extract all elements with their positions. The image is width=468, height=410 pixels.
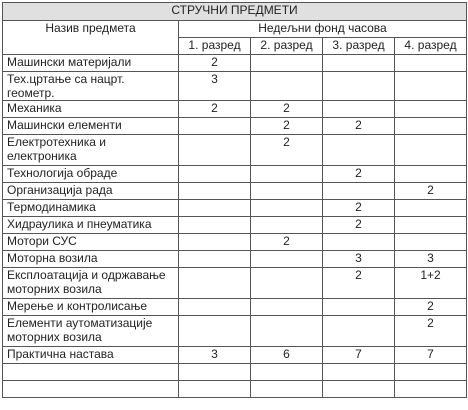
grade-4-hours bbox=[395, 200, 467, 217]
grade-4-hours bbox=[395, 72, 467, 101]
grade-3-hours: 3 bbox=[323, 251, 395, 268]
grade-4-hours bbox=[395, 217, 467, 234]
empty-cell bbox=[3, 364, 179, 381]
grade-2-hours bbox=[251, 299, 323, 316]
table-row bbox=[3, 72, 467, 101]
grade-2-hours bbox=[251, 316, 323, 347]
empty-row bbox=[3, 381, 467, 398]
header-row bbox=[3, 21, 467, 38]
table-row bbox=[3, 166, 467, 183]
grade-4-hours: 2 bbox=[395, 183, 467, 200]
subject-name: Термодинамика bbox=[3, 200, 179, 217]
grade-4-hours: 7 bbox=[395, 347, 467, 364]
grade-1-hours bbox=[179, 234, 251, 251]
grade-4-hours: 1+2 bbox=[395, 268, 467, 299]
table-row bbox=[3, 183, 467, 200]
grade-1-hours bbox=[179, 268, 251, 299]
table-row bbox=[3, 101, 467, 118]
table-row bbox=[3, 55, 467, 72]
table-row bbox=[3, 316, 467, 347]
empty-cell bbox=[323, 364, 395, 381]
table-title-row bbox=[3, 3, 467, 21]
grade-1-hours bbox=[179, 200, 251, 217]
subject-name: Машински материјали bbox=[3, 55, 179, 72]
grade-3-hours bbox=[323, 234, 395, 251]
subject-name: Организација рада bbox=[3, 183, 179, 200]
grade-1-hours bbox=[179, 251, 251, 268]
grade-2-hours bbox=[251, 183, 323, 200]
grade-3-hours bbox=[323, 316, 395, 347]
table-row bbox=[3, 299, 467, 316]
empty-cell bbox=[395, 381, 467, 398]
grade-3-hours: 7 bbox=[323, 347, 395, 364]
table-title: СТРУЧНИ ПРЕДМЕТИ bbox=[3, 3, 467, 21]
empty-cell bbox=[323, 381, 395, 398]
grade-2-hours bbox=[251, 72, 323, 101]
subject-name: Елементи аутоматизације моторних возила bbox=[3, 316, 179, 347]
grade-1-hours bbox=[179, 299, 251, 316]
grade-3-hours bbox=[323, 72, 395, 101]
grade-2-hours: 2 bbox=[251, 118, 323, 135]
subject-name: Електротехника и електроника bbox=[3, 135, 179, 166]
subject-name: Машински елементи bbox=[3, 118, 179, 135]
grade-2-hours: 2 bbox=[251, 135, 323, 166]
grade-2-hours: 2 bbox=[251, 101, 323, 118]
grade-2-hours bbox=[251, 268, 323, 299]
subject-name: Практична настава bbox=[3, 347, 179, 364]
subject-name: Хидраулика и пнеуматика bbox=[3, 217, 179, 234]
grade-4-hours bbox=[395, 55, 467, 72]
grade-3-hours: 2 bbox=[323, 217, 395, 234]
table-row bbox=[3, 234, 467, 251]
grade-3-hours bbox=[323, 299, 395, 316]
grade-4-header: 4. разред bbox=[395, 38, 467, 55]
weekly-hours-header: Недељни фонд часова bbox=[179, 21, 467, 38]
table-row bbox=[3, 268, 467, 299]
grade-2-hours bbox=[251, 251, 323, 268]
subject-name-header: Назив предмета bbox=[3, 21, 179, 55]
grade-3-hours: 2 bbox=[323, 118, 395, 135]
empty-cell bbox=[395, 364, 467, 381]
empty-cell bbox=[179, 364, 251, 381]
table-row bbox=[3, 118, 467, 135]
subject-name: Механика bbox=[3, 101, 179, 118]
empty-cell bbox=[251, 364, 323, 381]
grade-1-hours: 2 bbox=[179, 101, 251, 118]
grade-3-hours bbox=[323, 101, 395, 118]
table-row bbox=[3, 135, 467, 166]
subject-name: Моторна возила bbox=[3, 251, 179, 268]
grade-2-header: 2. разред bbox=[251, 38, 323, 55]
table-row bbox=[3, 217, 467, 234]
subject-name: Мотори СУС bbox=[3, 234, 179, 251]
grade-1-hours: 2 bbox=[179, 55, 251, 72]
grade-1-hours bbox=[179, 166, 251, 183]
subject-name: Технологија обраде bbox=[3, 166, 179, 183]
grade-4-hours: 3 bbox=[395, 251, 467, 268]
grade-4-hours bbox=[395, 166, 467, 183]
table-row bbox=[3, 200, 467, 217]
subject-name: Тех.цртање са нацрт. геометр. bbox=[3, 72, 179, 101]
grade-1-hours bbox=[179, 183, 251, 200]
grade-2-hours: 6 bbox=[251, 347, 323, 364]
grade-1-hours bbox=[179, 135, 251, 166]
grade-2-hours bbox=[251, 200, 323, 217]
grade-3-hours bbox=[323, 55, 395, 72]
grade-3-hours: 2 bbox=[323, 166, 395, 183]
empty-row bbox=[3, 364, 467, 381]
grade-1-hours: 3 bbox=[179, 347, 251, 364]
empty-cell bbox=[179, 381, 251, 398]
grade-4-hours bbox=[395, 135, 467, 166]
grade-4-hours bbox=[395, 118, 467, 135]
grade-3-hours bbox=[323, 183, 395, 200]
grade-1-hours bbox=[179, 118, 251, 135]
grade-3-hours: 2 bbox=[323, 268, 395, 299]
grade-3-header: 3. разред bbox=[323, 38, 395, 55]
subject-name: Мерење и контролисање bbox=[3, 299, 179, 316]
grade-1-hours bbox=[179, 316, 251, 347]
subject-name: Експлоатација и одржавање моторних возила bbox=[3, 268, 179, 299]
grade-4-hours bbox=[395, 101, 467, 118]
grade-4-hours bbox=[395, 234, 467, 251]
subjects-table bbox=[2, 2, 467, 398]
grade-4-hours: 2 bbox=[395, 299, 467, 316]
grade-4-hours: 2 bbox=[395, 316, 467, 347]
grade-3-hours: 2 bbox=[323, 200, 395, 217]
grade-2-hours bbox=[251, 166, 323, 183]
table-row bbox=[3, 347, 467, 364]
grade-1-header: 1. разред bbox=[179, 38, 251, 55]
empty-cell bbox=[3, 381, 179, 398]
grade-2-hours bbox=[251, 217, 323, 234]
grade-2-hours: 2 bbox=[251, 234, 323, 251]
grade-2-hours bbox=[251, 55, 323, 72]
table-row bbox=[3, 251, 467, 268]
grade-3-hours bbox=[323, 135, 395, 166]
grade-1-hours: 3 bbox=[179, 72, 251, 101]
empty-cell bbox=[251, 381, 323, 398]
grade-1-hours bbox=[179, 217, 251, 234]
